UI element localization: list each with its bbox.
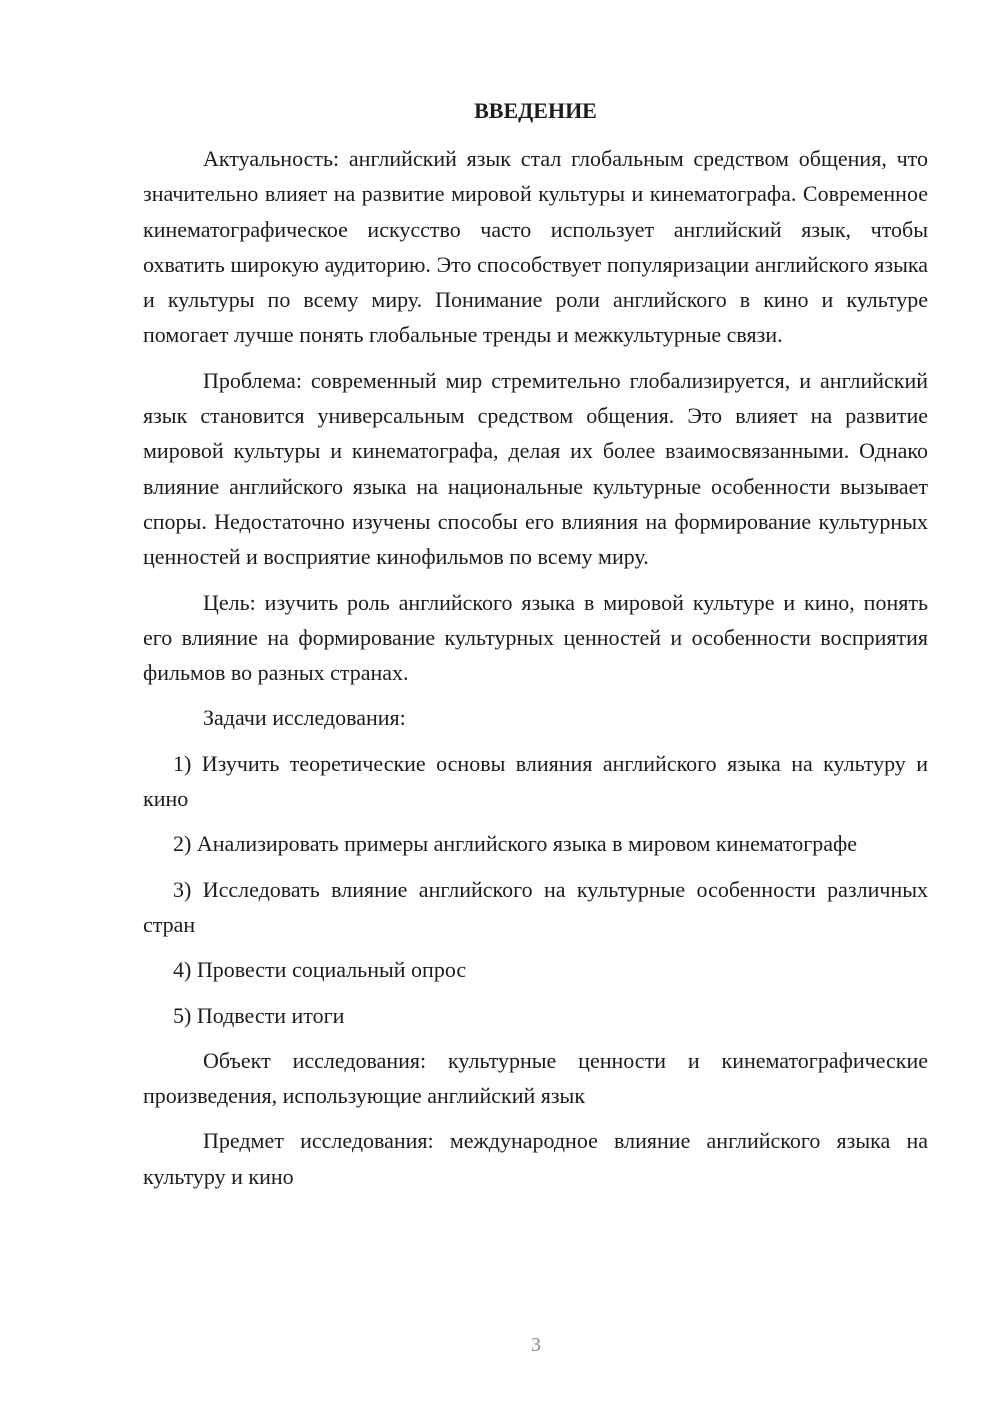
page-number: 3 — [531, 1334, 541, 1356]
tasks-list — [143, 746, 928, 1033]
list-item: 3) Исследовать влияние английского на культурные особенности различных стран — [143, 876, 928, 937]
paragraph-goal: Цель: изучить роль английского языка в мировой культуре и кино, понять его влияние на формирование культурных ценностей и особенности восприятия фильмов во разных странах. — [143, 589, 928, 686]
list-item: 1) Изучить теоретические основы влияния английского языка на культуру и кино — [143, 750, 928, 812]
tasks-title: Задачи исследования: — [203, 705, 406, 731]
paragraph-relevance: Актуальность: английский язык стал глобальным средством общения, что значительно влияет на развитие мировой культуры и кинематографа. Современное кинематографическое искусство часто использует английский язык, чтобы охватить широкую аудиторию. Это способствует популяризации английского языка и культуры по всему миру. Понимание роли английского в кино и культуре помогает лучше понять глобальные тренды и межкультурные связи. — [143, 146, 928, 348]
list-item: 2) Анализировать примеры английского языка в мировом кинематографе — [173, 831, 858, 857]
list-item: 4) Провести социальный опрос — [173, 957, 467, 983]
paragraph-problem: Проблема: современный мир стремительно глобализируется, и английский язык становится универсальным средством общения. Это влияет на развитие мировой культуры и кинематографа, делая их более взаимосвязанными. Однако влияние английского языка на национальные культурные особенности вызывает споры. Недостаточно изучены способы его влияния на формирование культурных ценностей и восприятие кинофильмов по всему миру. — [143, 367, 928, 570]
document-body — [143, 96, 928, 1204]
paragraph-object: Объект исследования: культурные ценности и кинематографические произведения, использующие английский язык — [143, 1047, 928, 1109]
section-heading: ВВЕДЕНИЕ — [474, 98, 597, 123]
paragraph-subject: Предмет исследования: международное влияние английского языка на культуру и кино — [143, 1128, 928, 1189]
list-item: 5) Подвести итоги — [173, 1002, 345, 1028]
